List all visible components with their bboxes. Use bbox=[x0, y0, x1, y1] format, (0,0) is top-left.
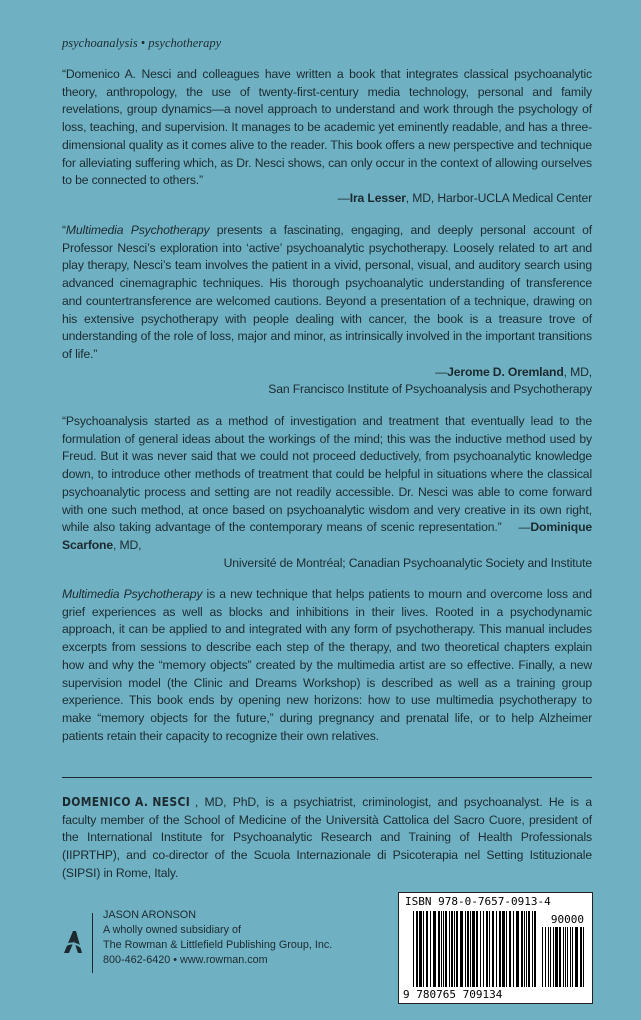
quote-2-book-title: Multimedia Psychotherapy bbox=[65, 223, 210, 237]
barcode-bar bbox=[441, 911, 442, 987]
barcode-bar bbox=[467, 911, 469, 987]
barcode-bar bbox=[456, 911, 458, 987]
quote-1-attribution: —Ira Lesser, MD, Harbor-UCLA Medical Center bbox=[337, 190, 592, 205]
barcode-bar bbox=[486, 911, 488, 987]
section-divider bbox=[62, 777, 592, 778]
barcode-box bbox=[398, 892, 593, 1004]
publisher-info bbox=[103, 908, 332, 968]
barcode-bar bbox=[583, 927, 584, 987]
ean-digits: 9 780765 709134 bbox=[403, 988, 503, 1001]
barcode-bar bbox=[483, 911, 484, 987]
quote-2 bbox=[62, 222, 592, 399]
barcode-bar bbox=[580, 927, 582, 987]
barcode-bar bbox=[499, 911, 501, 987]
barcode-bar bbox=[545, 927, 546, 987]
price-barcode bbox=[542, 927, 586, 987]
barcode-bar bbox=[575, 927, 578, 987]
barcode-bar bbox=[465, 911, 466, 987]
author-bio-text: , MD, PhD, is a psychiatrist, criminologist, and psychoanalyst. He is a faculty member of the School of Medicine of the Università Cattolica del Sacro Cuore, president of the International Institute for Psychoanalytic Research and Training of Health Professionals (IIPRTHP), and co-director of the Scuola Internazionale di Psicoterapia nel Setting Istituzionale (SIPSI) in Rome, Italy. bbox=[62, 795, 592, 880]
quote-2-body: presents a fascinating, engaging, and deeply personal account of Professor Nesci’s exploration into ‘active’ psychoanalytic psychotherapy. Loosely related to art and play therapy, Nesci’s team involves the patient in a vivid, personal, visual, and auditory search using advanced cinemagraphic techniques. His thorough psychoanalytic understanding of transference and countertransference are welcomed cautions. Beyond a presentation of a technique, drawing on his extensive psychotherapy with people dealing with cancer, the book is a treasure trove of understanding of the role of loss, major and minor, as intrinsically involved in the important transitions of life.” bbox=[62, 223, 592, 361]
author-name: DOMENICO A. NESCI bbox=[62, 794, 191, 809]
barcode-bar bbox=[570, 927, 571, 987]
quote-3 bbox=[62, 413, 592, 572]
quote-2-attribution: —Jerome D. Oremland, MD, bbox=[435, 364, 592, 379]
publisher-rule bbox=[92, 913, 93, 973]
barcode-bar bbox=[532, 911, 533, 987]
quote-1 bbox=[62, 66, 592, 208]
quote-2-text: “Multimedia Psychotherapy presents a fascinating, engaging, and deeply personal account of Professor Nesci’s exploration into ‘active’ psychoanalytic psychotherapy. Loosely related to art and play therapy, Nesci’s team involves the patient in a vivid, personal, visual, and auditory search using advanced cinemagraphic techniques. His thorough psychoanalytic understanding of transference and countertransference are welcomed cautions. Beyond a presentation of a technique, drawing on his extensive psychotherapy with people dealing with cancer, the book is a treasure trove of understanding of the role of loss, major and minor, as intrinsically involved in the important transitions of life.” bbox=[62, 223, 592, 361]
book-description bbox=[62, 586, 592, 745]
barcode-bar bbox=[572, 927, 573, 987]
barcode-bar bbox=[480, 911, 481, 987]
barcode-bar bbox=[476, 911, 478, 987]
barcode-bar bbox=[555, 927, 558, 987]
barcode-bar bbox=[489, 911, 490, 987]
ean-barcode bbox=[413, 911, 537, 987]
barcode-bar bbox=[423, 911, 424, 987]
barcode-bar bbox=[430, 911, 431, 987]
barcode-bar bbox=[534, 911, 536, 987]
quote-2-affiliation: , MD, bbox=[563, 364, 592, 379]
a-logo-icon bbox=[62, 929, 84, 955]
description-book-title: Multimedia Psychotherapy bbox=[62, 587, 203, 601]
publisher-name: JASON ARONSON bbox=[103, 909, 196, 921]
barcode-bar bbox=[502, 911, 505, 987]
barcode-bar bbox=[565, 927, 566, 987]
price-code: 90000 bbox=[550, 913, 584, 926]
barcode-bar bbox=[542, 927, 543, 987]
barcode-bar bbox=[419, 911, 422, 987]
barcode-bar bbox=[567, 927, 568, 987]
barcode-bar bbox=[426, 911, 428, 987]
quote-1-author: Ira Lesser bbox=[349, 190, 406, 205]
barcode-bar bbox=[451, 911, 453, 987]
quote-2-author: Jerome D. Oremland bbox=[447, 364, 564, 379]
barcode-bar bbox=[492, 911, 494, 987]
barcode-bar bbox=[438, 911, 440, 987]
barcode-bar bbox=[470, 911, 471, 987]
barcode-bar bbox=[445, 911, 447, 987]
barcode-bar bbox=[550, 927, 551, 987]
quote-3-text: “Psychoanalysis started as a method of investigation and treatment that eventually lead to the formulation of general ideas about the workings of the mind; this was the inductive method used by Freud. But it was never said that we could not proceed deductively, from psychoanalytic knowledge down, to introduce other methods of treatment that could be helpful in situations where the classical psychoanalytic process and setting are not readily accessible. Dr. Nesci was able to come forward with one such method, at once based on psychoanalytic wisdom and very creative in its own right, while also taking advantage of the contemporary means of scenic representation.” —Dominique Scarfone, MD, bbox=[62, 414, 592, 552]
barcode-bar bbox=[416, 911, 418, 987]
author-bio bbox=[62, 793, 592, 883]
barcode-bar bbox=[449, 911, 450, 987]
barcode-bar bbox=[472, 911, 475, 987]
quote-3-author: Dominique Scarfone bbox=[62, 520, 592, 552]
barcode-bar bbox=[513, 911, 514, 987]
quote-1-text: “Domenico A. Nesci and colleagues have written a book that integrates classical psychoanalytic theory, anthropology, the use of twenty-first-century media technology, personal and family revelations, group dynamics—a novel approach to understand and work through the psychology of loss, teaching, and supervision. It manages to be academic yet eminently readable, and has a three-dimensional quality as it comes alive to the reader. This book offers a new perspective and technique for alleviating suffering which, as Dr. Nesci shows, can only occur in the context of allowing ourselves to be connected to others.” bbox=[62, 67, 592, 188]
barcode-bar bbox=[548, 927, 549, 987]
quote-3-body: “Psychoanalysis started as a method of investigation and treatment that eventually lead to the formulation of general ideas about the workings of the mind; this was the inductive method used by Freud. But it was never said that we could not proceed deductively, from psychoanalytic knowledge down, to introduce other methods of treatment that could be helpful in situations where the classical psychoanalytic process and setting are not readily accessible. Dr. Nesci was able to come forward with one such method, at once based on psychoanalytic wisdom and very creative in its own right, while also taking advantage of the contemporary means of scenic representation.” bbox=[62, 414, 592, 535]
barcode-bar bbox=[506, 911, 507, 987]
barcode-bar bbox=[443, 911, 444, 987]
barcode-bar bbox=[516, 911, 519, 987]
barcode-bar bbox=[528, 911, 530, 987]
barcode-bar bbox=[496, 911, 497, 987]
barcode-bar bbox=[521, 911, 523, 987]
category-label: psychoanalysis • psychotherapy bbox=[62, 36, 222, 50]
barcode-bar bbox=[460, 911, 463, 987]
publisher-line-3: 800-462-6420 • www.rowman.com bbox=[103, 954, 268, 966]
publisher-line-1: A wholly owned subsidiary of bbox=[103, 924, 242, 936]
barcode-bar bbox=[454, 911, 455, 987]
barcode-bar bbox=[413, 911, 414, 987]
barcode-bar bbox=[509, 911, 511, 987]
quote-3-affiliation: , MD, bbox=[112, 537, 142, 552]
barcode-bar bbox=[526, 911, 527, 987]
quote-1-affiliation: , MD, Harbor-UCLA Medical Center bbox=[405, 190, 592, 205]
description-body: is a new technique that helps patients to mourn and overcome loss and grief experiences as well as blocks and inhibitions in their lives. Rooted in a psychodynamic approach, it can be applied to and integrated with any form of psychotherapy. This manual includes excerpts from sessions to describe each step of the therapy, and two theoretical chapters explain how and why the “memory objects” created by the multimedia artist are so effective. Finally, a new supervision model (the Clinic and Dreams Workshop) is described as well as a training group experience. This book ends by opening new horizons: how to use multimedia psychotherapy to make “memory objects for the future,” during pregnancy and prenatal life, or to help Alzheimer patients retain their capacity to recognize their own relatives. bbox=[62, 587, 592, 743]
book-description-text bbox=[62, 586, 592, 745]
isbn-text: ISBN 978-0-7657-0913-4 bbox=[405, 895, 551, 908]
barcode-bar bbox=[553, 927, 554, 987]
barcode-bar bbox=[563, 927, 564, 987]
barcode-bar bbox=[433, 911, 436, 987]
barcode-bar bbox=[524, 911, 525, 987]
quote-3-affiliation-line: Université de Montréal; Canadian Psychoanalytic Society and Institute bbox=[223, 555, 592, 570]
quote-2-affiliation-line: San Francisco Institute of Psychoanalysis and Psychotherapy bbox=[268, 382, 592, 397]
barcode-bar bbox=[559, 927, 561, 987]
publisher-line-2: The Rowman & Littlefield Publishing Group, Inc. bbox=[103, 939, 333, 951]
